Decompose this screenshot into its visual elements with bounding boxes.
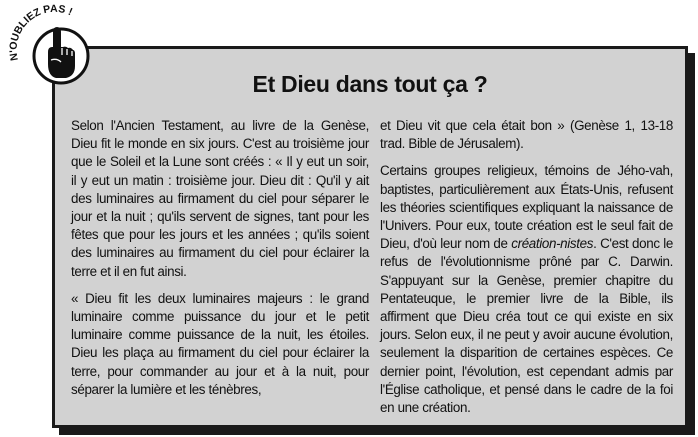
right-paragraph-2-text-b: . C'est donc le refus de l'évolutionnisme prôné par C. Darwin. S'appuyant sur la Genèse, premier chapitre du Pentateuque, le premier livre de la Bible, ils affirment que Dieu créa tout ce qui existe en six jours. Selon eux, il ne peut y avoir aucune évolution, seulement la disparition de certaines espèces. Ce dernier point, l'évolution, est cependant admis par l'Église catholique, et pensé dans le cadre de la foi en une création.: [380, 236, 674, 416]
right-paragraph-2: [380, 162, 673, 417]
right-paragraph-2-text-a: Certains groupes religieux, témoins de Jého-vah, baptistes, particulièrement aux États-Unis, refusent les théories scientifiques expliquant la naissance de l'Univers. Pour eux, toute création est le seul fait de Dieu, d'où leur nom de: [380, 163, 673, 252]
left-column: [71, 117, 369, 408]
creationnistes-term: création-nistes: [511, 236, 594, 252]
noubliez-pas-badge: [0, 0, 100, 92]
right-column: [380, 117, 673, 426]
right-paragraph-1: et Dieu vit que cela était bon » (Genèse 1, 13-18 trad. Bible de Jérusalem).: [380, 118, 673, 152]
left-paragraph-1: Selon l'Ancien Testament, au livre de la Genèse, Dieu fit le monde en six jours. C'est au troisième jour que le Soleil et la Lune sont créés : « Il y eut un soir, il y eut un matin : troisième jour. Dieu dit : Qu'il y ait des luminaires au firmament du ciel pour séparer le jour et la nuit ; qu'ils servent de signes, tant pour les fêtes que pour les jours et les années ; qu'ils soient des luminaires au firmament du ciel pour éclairer la terre et il en fut ainsi.: [71, 118, 369, 279]
badge-label-path: N'OUBLIEZ PAS !: [7, 2, 75, 62]
left-paragraph-2: « Dieu fit les deux luminaires majeurs : le grand luminaire comme puissance du jour et le petit luminaire comme puissance de la nuit, les étoiles. Dieu les plaça au firmament du ciel pour éclairer la terre, pour commander au jour et à la nuit, pour séparer la lumière et les ténèbres,: [71, 290, 369, 397]
panel-title: Et Dieu dans tout ça ?: [252, 71, 488, 97]
info-panel: [52, 46, 688, 428]
